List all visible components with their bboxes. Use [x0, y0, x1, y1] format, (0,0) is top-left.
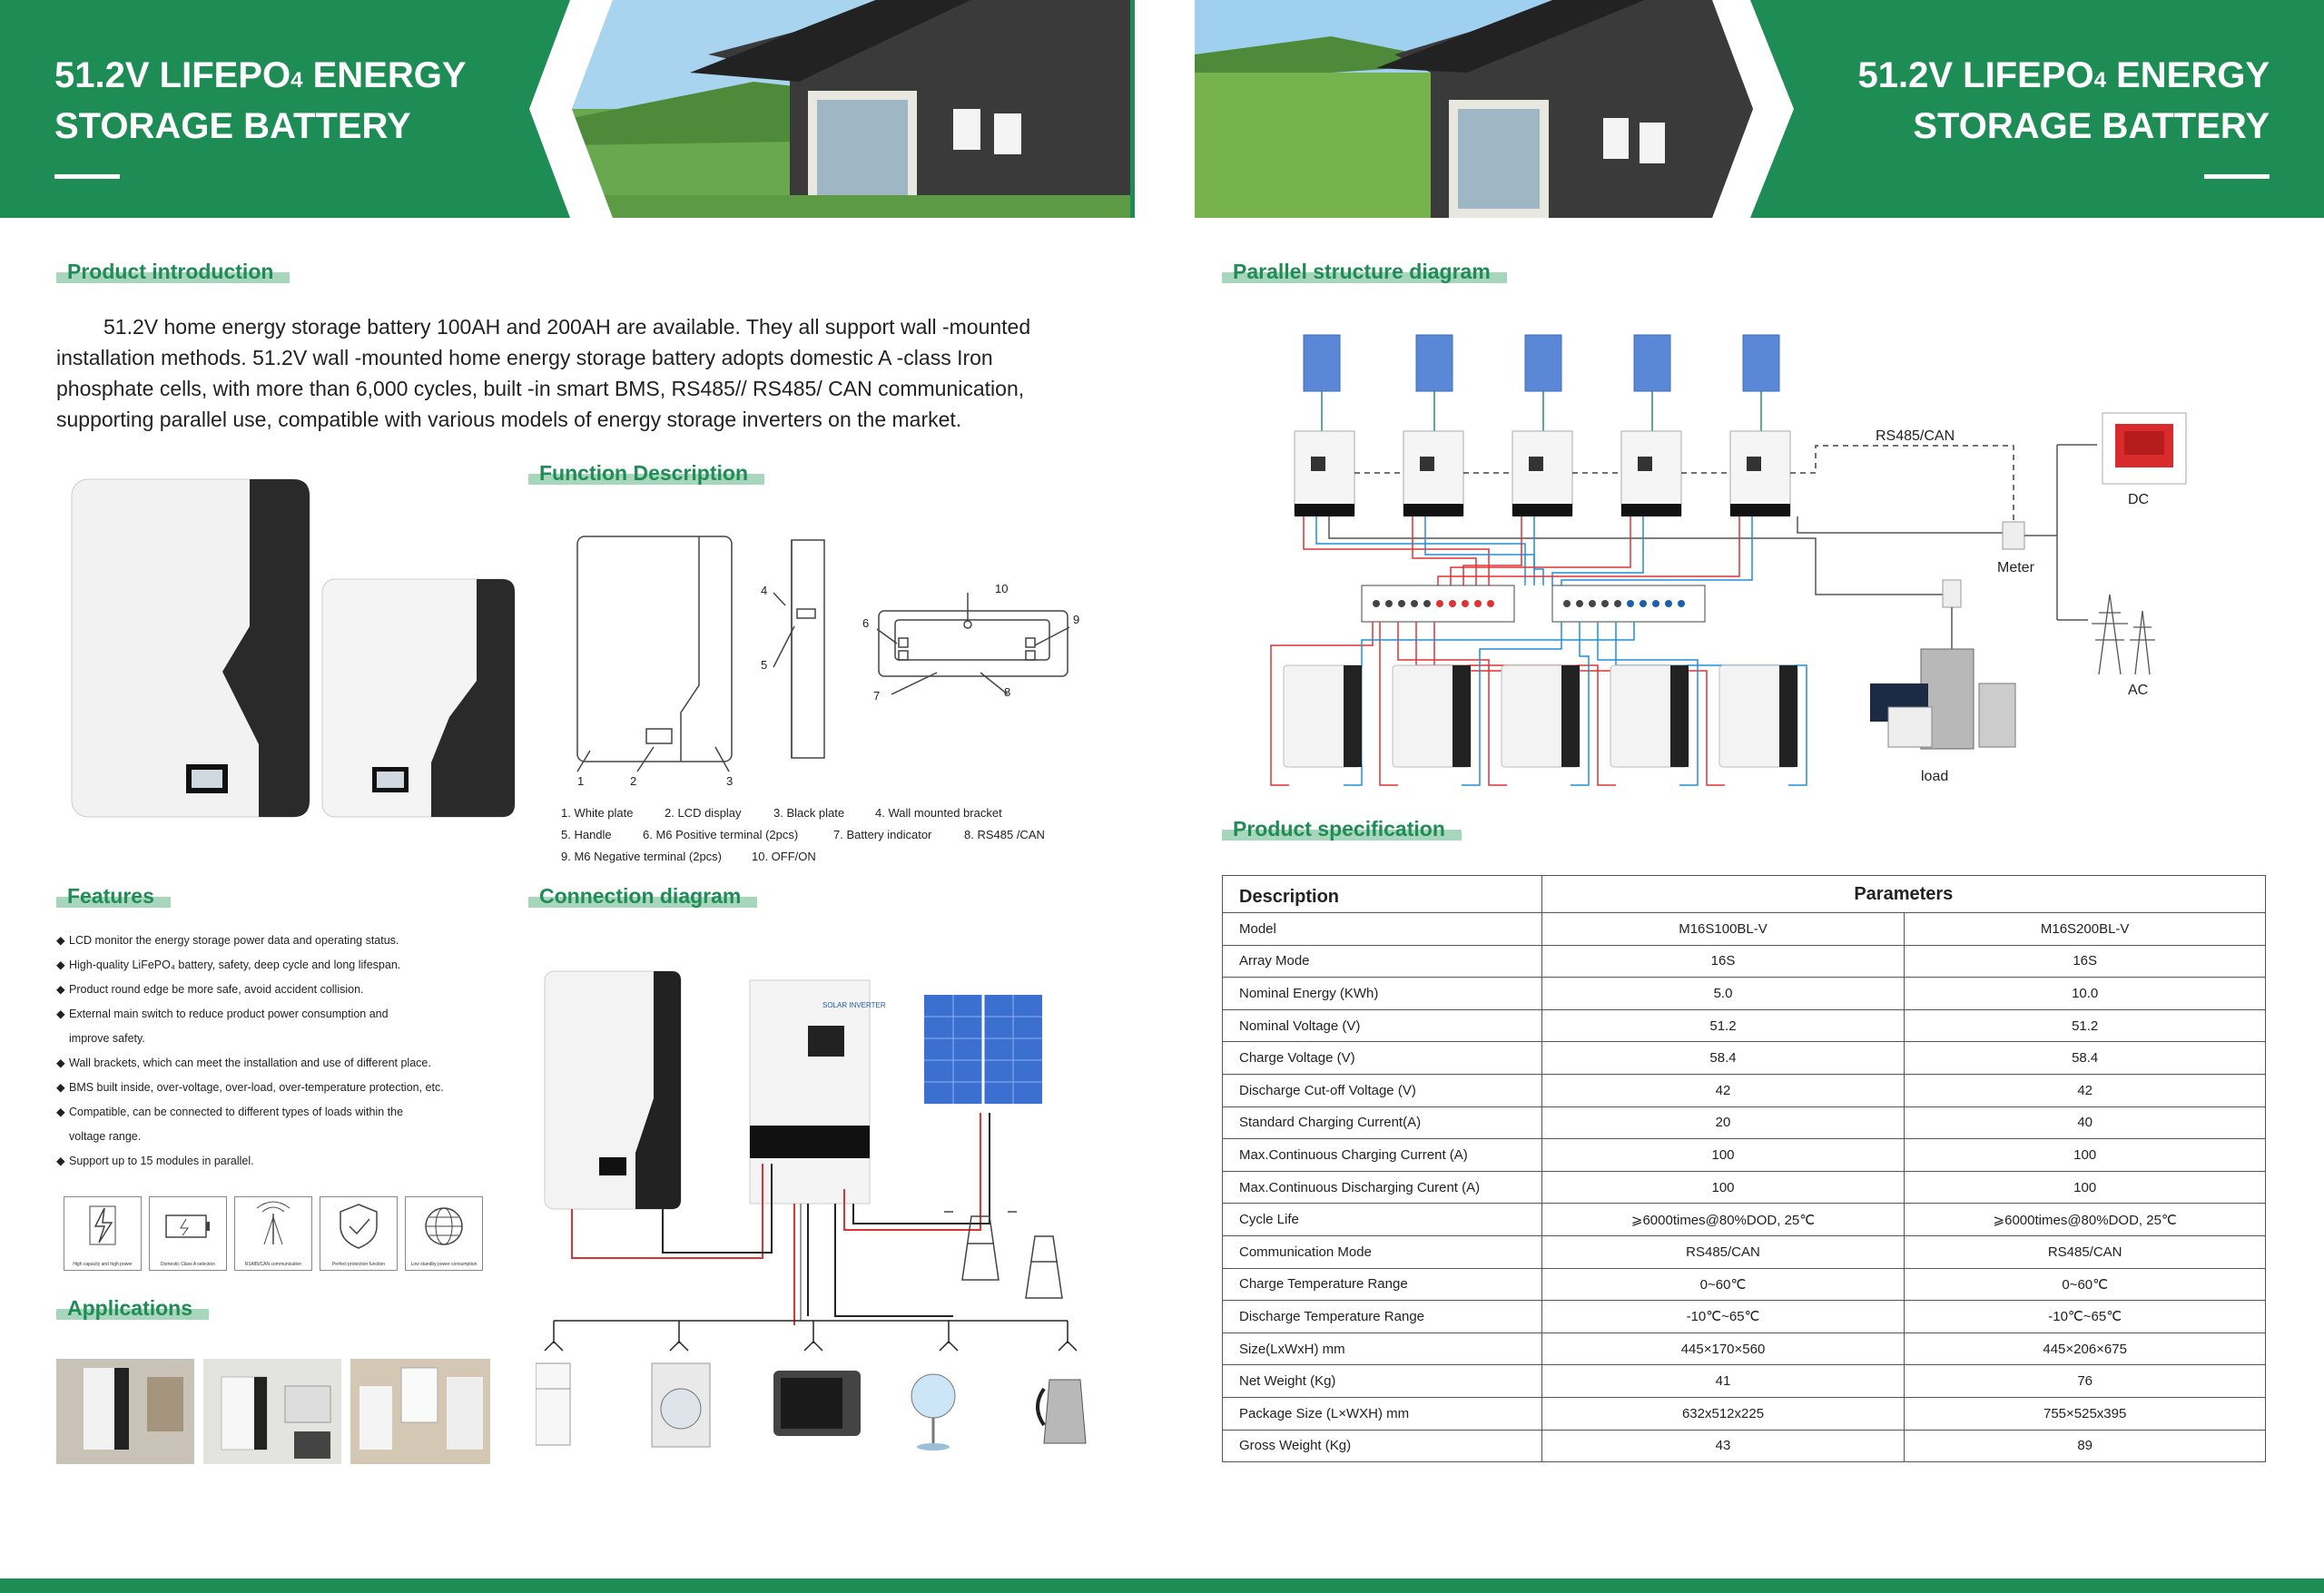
- spec-cell-value-a: 100: [1541, 1171, 1905, 1204]
- spec-cell-value-b: 42: [1905, 1074, 2266, 1106]
- section-label-connection-diagram: Connection diagram: [528, 888, 757, 908]
- spec-cell-value-b: -10℃~65℃: [1905, 1301, 2266, 1333]
- ac-label: AC: [2128, 683, 2149, 698]
- application-photo-3: [350, 1359, 490, 1464]
- spec-row: [1223, 1171, 2266, 1204]
- spec-row: [1223, 1139, 2266, 1172]
- section-label-function-description: Function Description: [528, 465, 764, 485]
- spec-row: [1223, 978, 2266, 1010]
- spec-cell-value-a: 58.4: [1541, 1042, 1905, 1075]
- spec-row: [1223, 1235, 2266, 1268]
- spec-row: [1223, 1332, 2266, 1365]
- spec-cell-value-b: M16S200BL-V: [1905, 913, 2266, 946]
- spec-cell-label: Charge Voltage (V): [1223, 1042, 1542, 1075]
- spec-cell-label: Size(LxWxH) mm: [1223, 1332, 1542, 1365]
- footer-band: [0, 1578, 2324, 1593]
- spec-row: [1223, 1301, 2266, 1333]
- section-label-applications: Applications: [56, 1300, 209, 1320]
- spec-row: [1223, 913, 2266, 946]
- spec-cell-label: Discharge Cut-off Voltage (V): [1223, 1074, 1542, 1106]
- feature-icon-box-4: Perfect protection function: [320, 1196, 398, 1271]
- spec-cell-value-a: ⩾6000times@80%DOD, 25℃: [1541, 1204, 1905, 1236]
- meter-label: Meter: [1997, 560, 2034, 575]
- spec-cell-value-a: -10℃~65℃: [1541, 1301, 1905, 1333]
- feature-icon-box-2: Domestic Class A selection: [149, 1196, 227, 1271]
- spec-cell-label: Net Weight (Kg): [1223, 1365, 1542, 1398]
- spec-cell-value-a: 41: [1541, 1365, 1905, 1398]
- battery-product-image: [68, 472, 522, 826]
- busbar-left: [1362, 585, 1514, 622]
- feature-item: ◆ High-quality LiFePO₄ battery, safety, deep cycle and long lifespan.: [56, 959, 401, 971]
- spec-cell-value-a: M16S100BL-V: [1541, 913, 1905, 946]
- callout-9: 9: [1073, 613, 1080, 626]
- spec-header-description: Description: [1223, 876, 1542, 913]
- spec-cell-value-b: 58.4: [1905, 1042, 2266, 1075]
- spec-cell-value-b: 0~60℃: [1905, 1268, 2266, 1301]
- spec-row: [1223, 1397, 2266, 1430]
- feature-item: ◆ LCD monitor the energy storage power data and operating status.: [56, 934, 399, 947]
- spec-row: [1223, 1074, 2266, 1106]
- spec-cell-value-b: 51.2: [1905, 1009, 2266, 1042]
- shield-icon: [320, 1197, 397, 1252]
- callout-5: 5: [761, 658, 768, 672]
- spec-cell-value-b: 16S: [1905, 945, 2266, 978]
- callout-10: 10: [995, 582, 1009, 595]
- spec-cell-value-b: 10.0: [1905, 978, 2266, 1010]
- spec-cell-value-a: 100: [1541, 1139, 1905, 1172]
- spec-cell-value-a: 16S: [1541, 945, 1905, 978]
- header-underline-left: [54, 174, 120, 179]
- spec-row: [1223, 1365, 2266, 1398]
- solar-panels: [1304, 335, 1779, 391]
- header-left: [0, 0, 1135, 218]
- section-label-features: Features: [56, 888, 171, 908]
- spec-cell-value-b: 89: [1905, 1430, 2266, 1462]
- spec-cell-label: Discharge Temperature Range: [1223, 1301, 1542, 1333]
- spec-cell-value-a: 42: [1541, 1074, 1905, 1106]
- spec-cell-value-a: 632x512x225: [1541, 1397, 1905, 1430]
- spec-cell-label: Nominal Energy (KWh): [1223, 978, 1542, 1010]
- spec-cell-value-b: 40: [1905, 1106, 2266, 1139]
- battery-icon: [150, 1197, 226, 1252]
- inverter-label: SOLAR INVERTER: [822, 1001, 886, 1009]
- generator: [2102, 413, 2186, 484]
- spec-cell-value-a: 43: [1541, 1430, 1905, 1462]
- spec-row: [1223, 1009, 2266, 1042]
- spec-cell-value-a: 0~60℃: [1541, 1268, 1905, 1301]
- spec-header-parameters: Parameters: [1541, 876, 2265, 913]
- connection-diagram: [536, 953, 1117, 1470]
- callout-2: 2: [630, 774, 637, 785]
- section-label-product-specification: Product specification: [1222, 821, 1462, 841]
- lightning-icon: [64, 1197, 141, 1252]
- callout-6: 6: [862, 616, 870, 630]
- power-tower-icon: [2092, 595, 2155, 674]
- spec-cell-label: Cycle Life: [1223, 1204, 1542, 1236]
- feature-item: ◆ External main switch to reduce product power consumption and: [56, 1008, 389, 1020]
- section-label-product-intro: Product introduction: [56, 263, 290, 283]
- feature-item: ◆ BMS built inside, over-voltage, over-load, over-temperature protection, etc.: [56, 1081, 444, 1094]
- callout-4: 4: [761, 584, 768, 597]
- household-loads: [1870, 649, 2015, 749]
- function-drawing: [563, 522, 1098, 785]
- feature-item: ◆ Wall brackets, which can meet the installation and use of different place.: [56, 1057, 431, 1069]
- feature-item: ◆ Support up to 15 modules in parallel.: [56, 1155, 254, 1167]
- callout-7: 7: [873, 689, 881, 703]
- spec-cell-value-b: 76: [1905, 1365, 2266, 1398]
- spec-cell-value-a: 5.0: [1541, 978, 1905, 1010]
- feature-item: ◆ Product round edge be more safe, avoid accident collision.: [56, 983, 364, 996]
- spec-cell-label: Gross Weight (Kg): [1223, 1430, 1542, 1462]
- globe-icon: [406, 1197, 482, 1252]
- spec-cell-value-a: 51.2: [1541, 1009, 1905, 1042]
- callout-8: 8: [1004, 685, 1011, 699]
- spec-row: [1223, 1268, 2266, 1301]
- feature-icon-box-3: RS485/CAN communication: [234, 1196, 312, 1271]
- battery-packs: [1284, 665, 1797, 767]
- spec-cell-value-b: 755×525x395: [1905, 1397, 2266, 1430]
- spec-table: [1222, 875, 2266, 1462]
- rs485-can-label: RS485/CAN: [1876, 428, 1955, 444]
- spec-cell-value-a: 445×170×560: [1541, 1332, 1905, 1365]
- spec-cell-value-a: RS485/CAN: [1541, 1235, 1905, 1268]
- feature-icon-box-1: High capacity and high power: [64, 1196, 142, 1271]
- spec-cell-label: Nominal Voltage (V): [1223, 1009, 1542, 1042]
- spec-row: [1223, 1430, 2266, 1462]
- spec-cell-label: Charge Temperature Range: [1223, 1268, 1542, 1301]
- spec-row: [1223, 945, 2266, 978]
- spec-table-header: [1223, 876, 2266, 913]
- callout-1: 1: [577, 774, 585, 785]
- feature-item-continued: voltage range.: [69, 1130, 142, 1143]
- house-photo-left: [572, 0, 1130, 218]
- header-underline-right: [2204, 174, 2270, 179]
- spec-cell-value-b: 100: [1905, 1139, 2266, 1172]
- feature-item-continued: improve safety.: [69, 1032, 145, 1045]
- antenna-icon: [235, 1197, 311, 1252]
- spec-cell-value-a: 20: [1541, 1106, 1905, 1139]
- spec-cell-label: Array Mode: [1223, 945, 1542, 978]
- features-list: [56, 929, 483, 1174]
- parallel-structure-diagram: [1253, 322, 2206, 794]
- spec-cell-label: Model: [1223, 913, 1542, 946]
- header-title-left: 51.2V LIFEPO4 ENERGY STORAGE BATTERY: [54, 55, 467, 146]
- header-title-right: 51.2V LIFEPO4 ENERGY STORAGE BATTERY: [1857, 55, 2270, 146]
- spec-cell-label: Max.Continuous Discharging Curent (A): [1223, 1171, 1542, 1204]
- application-photo-1: [56, 1359, 194, 1464]
- spec-cell-label: Max.Continuous Charging Current (A): [1223, 1139, 1542, 1172]
- spec-cell-label: Package Size (L×WXH) mm: [1223, 1397, 1542, 1430]
- spec-cell-value-b: ⩾6000times@80%DOD, 25℃: [1905, 1204, 2266, 1236]
- intro-paragraph: 51.2V home energy storage battery 100AH and 200AH are available. They all support wall -mounted installation methods. 51.2V wall -mounted home energy storage battery adopts domestic A -class Iron phosphate cells, with more than 6,000 cycles, built -in smart BMS, RS485// RS485/ CAN communication, supporting parallel use, compatible with various models of energy storage inverters on the market.: [56, 315, 1031, 431]
- spec-cell-label: Communication Mode: [1223, 1235, 1542, 1268]
- inverters: [1295, 431, 1790, 516]
- header-right: [1195, 0, 2324, 218]
- spec-cell-value-b: 445×206×675: [1905, 1332, 2266, 1365]
- feature-icon-box-5: Low standby power consumption: [405, 1196, 483, 1271]
- spec-cell-label: Standard Charging Current(A): [1223, 1106, 1542, 1139]
- spec-cell-value-b: RS485/CAN: [1905, 1235, 2266, 1268]
- spec-row: [1223, 1204, 2266, 1236]
- callout-3: 3: [726, 774, 734, 785]
- load-label: load: [1921, 769, 1949, 784]
- busbar-right: [1552, 585, 1705, 622]
- spec-row: [1223, 1042, 2266, 1075]
- spec-cell-value-b: 100: [1905, 1171, 2266, 1204]
- feature-item: ◆ Compatible, can be connected to different types of loads within the: [56, 1106, 404, 1118]
- house-photo-right: [1195, 0, 1753, 218]
- spec-row: [1223, 1106, 2266, 1139]
- application-photo-2: [203, 1359, 341, 1464]
- meter-device: [2003, 522, 2024, 549]
- dc-label: DC: [2128, 492, 2150, 507]
- section-label-parallel-structure: Parallel structure diagram: [1222, 263, 1507, 283]
